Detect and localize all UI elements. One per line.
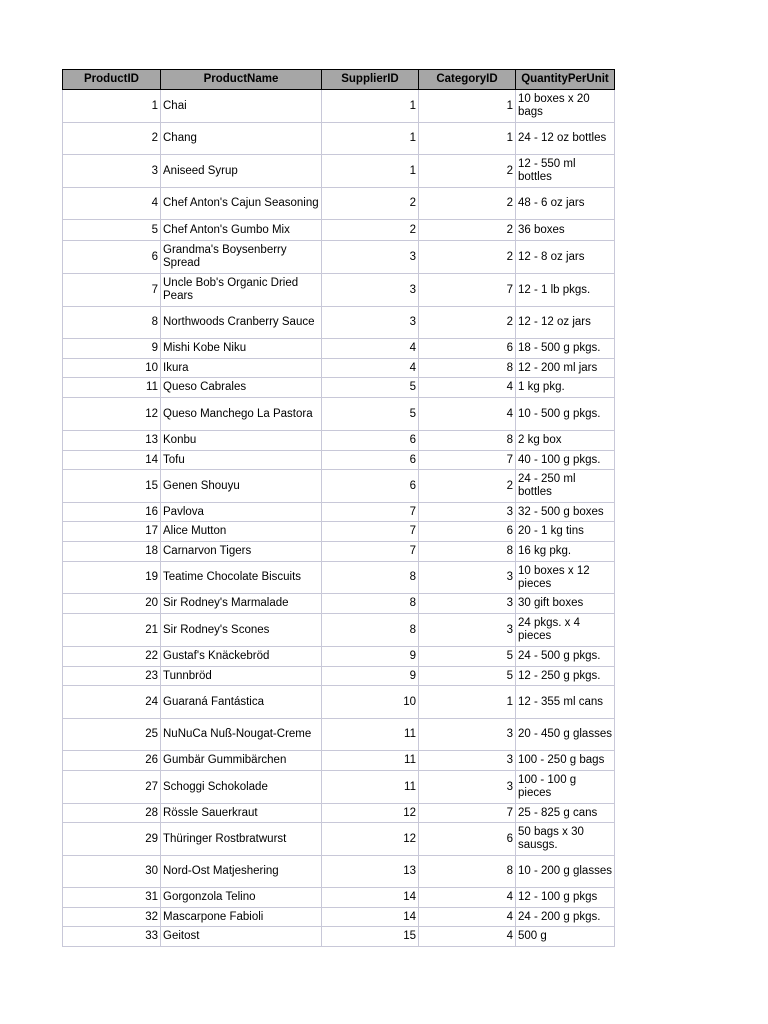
cell-quantityperunit: 32 - 500 g boxes: [516, 503, 615, 522]
cell-supplierid: 6: [322, 470, 419, 503]
table-row: [63, 503, 615, 522]
cell-productid: 24: [63, 686, 161, 719]
cell-productname: Nord-Ost Matjeshering: [161, 856, 322, 888]
cell-supplierid: 1: [322, 155, 419, 188]
cell-productname: Thüringer Rostbratwurst: [161, 823, 322, 856]
cell-quantityperunit: 12 - 200 ml jars: [516, 359, 615, 378]
table-row: [63, 398, 615, 431]
cell-productname: Queso Manchego La Pastora: [161, 398, 322, 431]
cell-supplierid: 7: [322, 503, 419, 522]
cell-supplierid: 12: [322, 823, 419, 856]
cell-supplierid: 5: [322, 398, 419, 431]
cell-quantityperunit: 24 - 500 g pkgs.: [516, 647, 615, 667]
cell-productid: 2: [63, 123, 161, 155]
cell-productid: 7: [63, 274, 161, 307]
cell-productname: Grandma's Boysenberry Spread: [161, 241, 322, 274]
cell-categoryid: 2: [419, 307, 516, 339]
cell-productid: 1: [63, 90, 161, 123]
cell-quantityperunit: 18 - 500 g pkgs.: [516, 339, 615, 359]
cell-categoryid: 1: [419, 686, 516, 719]
table-row: [63, 751, 615, 771]
cell-categoryid: 4: [419, 927, 516, 947]
table-row: [63, 823, 615, 856]
cell-quantityperunit: 2 kg box: [516, 431, 615, 451]
cell-productid: 18: [63, 542, 161, 562]
table-header: [63, 70, 615, 90]
cell-supplierid: 8: [322, 562, 419, 594]
cell-categoryid: 5: [419, 667, 516, 686]
cell-productid: 4: [63, 188, 161, 220]
cell-quantityperunit: 10 - 200 g glasses: [516, 856, 615, 888]
table-row: [63, 155, 615, 188]
cell-productname: Mishi Kobe Niku: [161, 339, 322, 359]
cell-quantityperunit: 36 boxes: [516, 220, 615, 241]
cell-categoryid: 3: [419, 594, 516, 614]
table-row: [63, 719, 615, 751]
cell-productid: 12: [63, 398, 161, 431]
cell-productid: 23: [63, 667, 161, 686]
cell-quantityperunit: 24 - 250 ml bottles: [516, 470, 615, 503]
cell-quantityperunit: 12 - 550 ml bottles: [516, 155, 615, 188]
cell-categoryid: 6: [419, 823, 516, 856]
cell-productid: 19: [63, 562, 161, 594]
cell-categoryid: 4: [419, 908, 516, 927]
table-row: [63, 339, 615, 359]
cell-quantityperunit: 12 - 8 oz jars: [516, 241, 615, 274]
cell-categoryid: 7: [419, 804, 516, 823]
cell-productid: 21: [63, 614, 161, 647]
cell-supplierid: 1: [322, 123, 419, 155]
cell-categoryid: 2: [419, 241, 516, 274]
cell-productname: Tunnbröd: [161, 667, 322, 686]
table-row: [63, 378, 615, 398]
cell-productname: Gustaf's Knäckebröd: [161, 647, 322, 667]
cell-supplierid: 11: [322, 719, 419, 751]
cell-quantityperunit: 10 - 500 g pkgs.: [516, 398, 615, 431]
cell-quantityperunit: 12 - 355 ml cans: [516, 686, 615, 719]
cell-productname: Mascarpone Fabioli: [161, 908, 322, 927]
table-row: [63, 241, 615, 274]
cell-productname: Gorgonzola Telino: [161, 888, 322, 908]
cell-productname: Rössle Sauerkraut: [161, 804, 322, 823]
cell-categoryid: 8: [419, 359, 516, 378]
cell-productid: 28: [63, 804, 161, 823]
cell-productid: 16: [63, 503, 161, 522]
cell-productname: Chai: [161, 90, 322, 123]
cell-categoryid: 8: [419, 542, 516, 562]
cell-categoryid: 8: [419, 431, 516, 451]
cell-quantityperunit: 12 - 1 lb pkgs.: [516, 274, 615, 307]
cell-productname: Konbu: [161, 431, 322, 451]
cell-productid: 33: [63, 927, 161, 947]
cell-productid: 14: [63, 451, 161, 470]
cell-supplierid: 12: [322, 804, 419, 823]
cell-quantityperunit: 12 - 100 g pkgs: [516, 888, 615, 908]
cell-categoryid: 6: [419, 339, 516, 359]
cell-productname: Carnarvon Tigers: [161, 542, 322, 562]
cell-categoryid: 2: [419, 470, 516, 503]
cell-supplierid: 4: [322, 359, 419, 378]
cell-quantityperunit: 16 kg pkg.: [516, 542, 615, 562]
cell-supplierid: 4: [322, 339, 419, 359]
cell-productid: 3: [63, 155, 161, 188]
cell-quantityperunit: 20 - 1 kg tins: [516, 522, 615, 542]
cell-supplierid: 13: [322, 856, 419, 888]
cell-supplierid: 1: [322, 90, 419, 123]
cell-supplierid: 14: [322, 908, 419, 927]
table-row: [63, 522, 615, 542]
cell-supplierid: 2: [322, 188, 419, 220]
cell-supplierid: 2: [322, 220, 419, 241]
cell-productid: 6: [63, 241, 161, 274]
cell-productid: 11: [63, 378, 161, 398]
cell-productid: 20: [63, 594, 161, 614]
table-row: [63, 542, 615, 562]
header-categoryid: CategoryID: [419, 70, 516, 90]
cell-productid: 8: [63, 307, 161, 339]
cell-productname: Aniseed Syrup: [161, 155, 322, 188]
cell-categoryid: 4: [419, 888, 516, 908]
table-row: [63, 856, 615, 888]
cell-quantityperunit: 500 g: [516, 927, 615, 947]
cell-supplierid: 3: [322, 241, 419, 274]
cell-productname: Queso Cabrales: [161, 378, 322, 398]
table-row: [63, 614, 615, 647]
cell-supplierid: 8: [322, 614, 419, 647]
table-row: [63, 307, 615, 339]
cell-quantityperunit: 10 boxes x 12 pieces: [516, 562, 615, 594]
cell-quantityperunit: 24 pkgs. x 4 pieces: [516, 614, 615, 647]
cell-productname: Northwoods Cranberry Sauce: [161, 307, 322, 339]
cell-categoryid: 3: [419, 614, 516, 647]
cell-quantityperunit: 25 - 825 g cans: [516, 804, 615, 823]
cell-categoryid: 5: [419, 647, 516, 667]
cell-productname: Tofu: [161, 451, 322, 470]
cell-categoryid: 2: [419, 188, 516, 220]
cell-quantityperunit: 24 - 200 g pkgs.: [516, 908, 615, 927]
cell-quantityperunit: 30 gift boxes: [516, 594, 615, 614]
table-row: [63, 771, 615, 804]
cell-productname: Teatime Chocolate Biscuits: [161, 562, 322, 594]
cell-productid: 17: [63, 522, 161, 542]
cell-productid: 29: [63, 823, 161, 856]
table-body: [63, 90, 615, 947]
table-row: [63, 908, 615, 927]
table-row: [63, 451, 615, 470]
products-table: [62, 69, 615, 947]
cell-categoryid: 2: [419, 155, 516, 188]
cell-supplierid: 3: [322, 274, 419, 307]
table-row: [63, 562, 615, 594]
cell-supplierid: 7: [322, 522, 419, 542]
table-row: [63, 90, 615, 123]
table-row: [63, 188, 615, 220]
cell-supplierid: 10: [322, 686, 419, 719]
cell-productname: Chef Anton's Gumbo Mix: [161, 220, 322, 241]
cell-categoryid: 3: [419, 562, 516, 594]
cell-productid: 5: [63, 220, 161, 241]
cell-productid: 10: [63, 359, 161, 378]
table-row: [63, 927, 615, 947]
cell-productid: 13: [63, 431, 161, 451]
cell-productname: Gumbär Gummibärchen: [161, 751, 322, 771]
cell-productid: 27: [63, 771, 161, 804]
table-row: [63, 647, 615, 667]
cell-quantityperunit: 50 bags x 30 sausgs.: [516, 823, 615, 856]
table-row: [63, 667, 615, 686]
cell-categoryid: 1: [419, 123, 516, 155]
cell-productname: Sir Rodney's Scones: [161, 614, 322, 647]
table-row: [63, 220, 615, 241]
cell-quantityperunit: 1 kg pkg.: [516, 378, 615, 398]
cell-productname: Pavlova: [161, 503, 322, 522]
table-row: [63, 594, 615, 614]
cell-productid: 32: [63, 908, 161, 927]
cell-categoryid: 4: [419, 398, 516, 431]
header-row: [63, 70, 615, 90]
cell-quantityperunit: 20 - 450 g glasses: [516, 719, 615, 751]
cell-productname: Guaraná Fantástica: [161, 686, 322, 719]
cell-categoryid: 6: [419, 522, 516, 542]
cell-categoryid: 3: [419, 719, 516, 751]
cell-quantityperunit: 100 - 100 g pieces: [516, 771, 615, 804]
cell-productname: Schoggi Schokolade: [161, 771, 322, 804]
cell-categoryid: 3: [419, 771, 516, 804]
cell-productname: Geitost: [161, 927, 322, 947]
table-row: [63, 686, 615, 719]
cell-supplierid: 8: [322, 594, 419, 614]
cell-quantityperunit: 12 - 250 g pkgs.: [516, 667, 615, 686]
cell-supplierid: 9: [322, 647, 419, 667]
cell-quantityperunit: 40 - 100 g pkgs.: [516, 451, 615, 470]
cell-productid: 22: [63, 647, 161, 667]
header-supplierid: SupplierID: [322, 70, 419, 90]
cell-categoryid: 1: [419, 90, 516, 123]
cell-supplierid: 14: [322, 888, 419, 908]
cell-supplierid: 6: [322, 431, 419, 451]
cell-quantityperunit: 24 - 12 oz bottles: [516, 123, 615, 155]
header-productname: ProductName: [161, 70, 322, 90]
cell-productname: Chef Anton's Cajun Seasoning: [161, 188, 322, 220]
cell-productname: Genen Shouyu: [161, 470, 322, 503]
cell-quantityperunit: 12 - 12 oz jars: [516, 307, 615, 339]
cell-productname: Chang: [161, 123, 322, 155]
cell-productid: 9: [63, 339, 161, 359]
table-row: [63, 359, 615, 378]
table-row: [63, 274, 615, 307]
cell-supplierid: 9: [322, 667, 419, 686]
cell-productname: NuNuCa Nuß-Nougat-Creme: [161, 719, 322, 751]
header-quantityperunit: QuantityPerUnit: [516, 70, 615, 90]
cell-productid: 15: [63, 470, 161, 503]
cell-productname: Ikura: [161, 359, 322, 378]
cell-categoryid: 2: [419, 220, 516, 241]
table-row: [63, 123, 615, 155]
table-row: [63, 470, 615, 503]
cell-categoryid: 4: [419, 378, 516, 398]
cell-categoryid: 3: [419, 751, 516, 771]
cell-productname: Uncle Bob's Organic Dried Pears: [161, 274, 322, 307]
cell-quantityperunit: 10 boxes x 20 bags: [516, 90, 615, 123]
header-productid: ProductID: [63, 70, 161, 90]
cell-quantityperunit: 100 - 250 g bags: [516, 751, 615, 771]
cell-categoryid: 3: [419, 503, 516, 522]
table-row: [63, 888, 615, 908]
cell-categoryid: 8: [419, 856, 516, 888]
cell-supplierid: 11: [322, 771, 419, 804]
table-row: [63, 431, 615, 451]
cell-productid: 30: [63, 856, 161, 888]
cell-productid: 31: [63, 888, 161, 908]
table-row: [63, 804, 615, 823]
cell-supplierid: 15: [322, 927, 419, 947]
cell-supplierid: 7: [322, 542, 419, 562]
cell-supplierid: 11: [322, 751, 419, 771]
cell-categoryid: 7: [419, 451, 516, 470]
cell-supplierid: 5: [322, 378, 419, 398]
cell-productid: 25: [63, 719, 161, 751]
cell-productname: Alice Mutton: [161, 522, 322, 542]
cell-productname: Sir Rodney's Marmalade: [161, 594, 322, 614]
cell-supplierid: 3: [322, 307, 419, 339]
cell-categoryid: 7: [419, 274, 516, 307]
cell-quantityperunit: 48 - 6 oz jars: [516, 188, 615, 220]
cell-productid: 26: [63, 751, 161, 771]
cell-supplierid: 6: [322, 451, 419, 470]
